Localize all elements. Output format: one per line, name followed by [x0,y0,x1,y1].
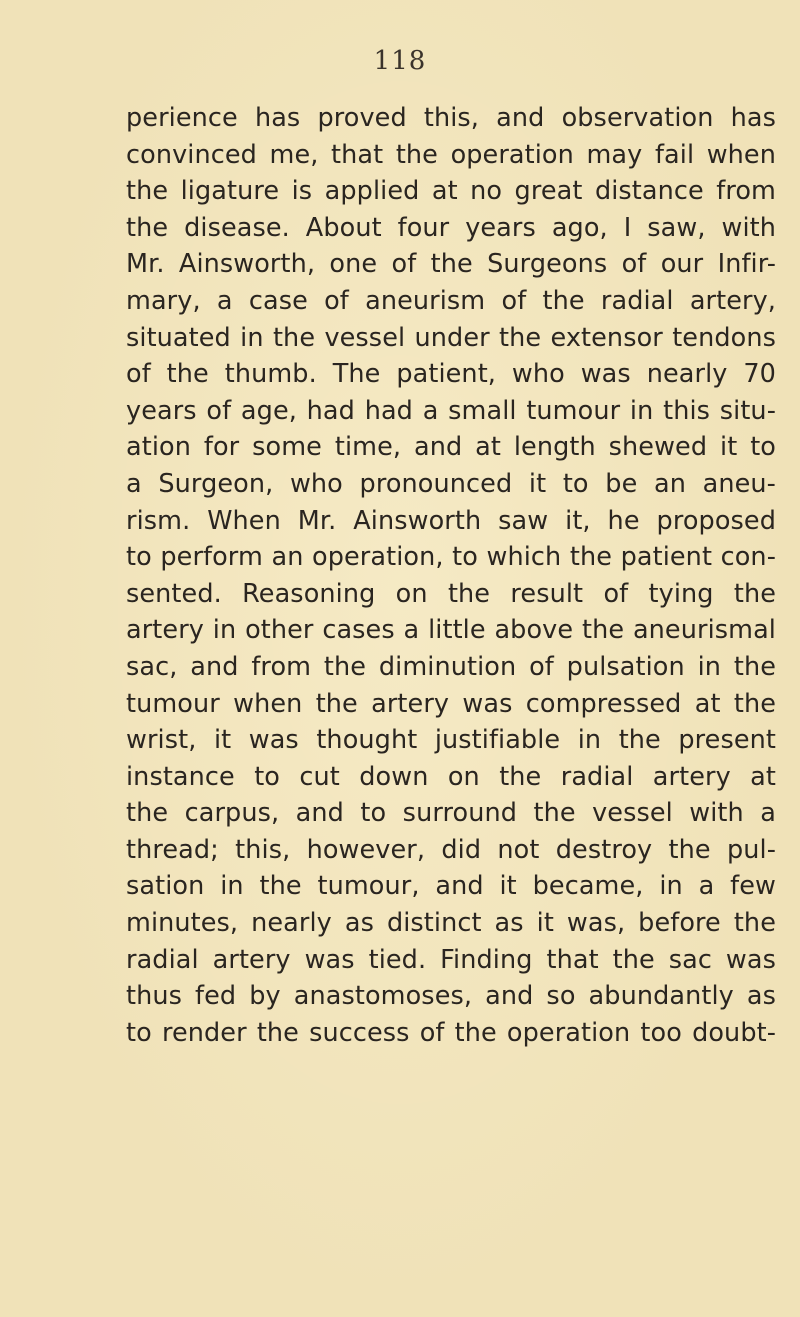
text-line: ation for some time, and at length shewed it to [126,432,776,463]
text-line: minutes, nearly as distinct as it was, before the [126,908,776,939]
text-line: thus fed by anastomoses, and so abundantly as [126,981,776,1012]
text-line: instance to cut down on the radial artery at [126,761,776,792]
text-line: radial artery was tied. Finding that the sac was [126,944,776,975]
text-line: the disease. About four years ago, I saw, with [126,212,776,243]
text-line: rism. When Mr. Ainsworth saw it, he proposed [126,505,776,536]
page-number: 118 [373,46,427,76]
text-line: tumour when the artery was compressed at the [126,688,776,719]
body-text [126,100,776,1051]
text-line: the ligature is applied at no great distance from [126,176,776,207]
text-line: sation in the tumour, and it became, in a few [126,871,776,902]
text-line: sented. Reasoning on the result of tying the [126,578,776,609]
text-line: sac, and from the diminution of pulsation in the [126,651,776,682]
text-line: to render the success of the operation too doubt- [126,1017,776,1048]
text-line: situated in the vessel under the extensor tendons [126,322,776,353]
text-line: perience has proved this, and observation has [126,103,776,133]
text-line: the carpus, and to surround the vessel with a [126,798,776,829]
text-line: of the thumb. The patient, who was nearly 70 [126,359,776,390]
text-line: to perform an operation, to which the patient con- [126,542,776,573]
text-line: artery in other cases a little above the aneurismal [126,615,776,646]
text-line: mary, a case of aneurism of the radial artery, [126,285,776,316]
text-line: convinced me, that the operation may fail when [126,139,776,170]
text-line: thread; this, however, did not destroy the pul- [126,834,776,865]
text-line: wrist, it was thought justifiable in the present [126,725,776,756]
text-line: a Surgeon, who pronounced it to be an aneu- [126,468,776,499]
text-line: Mr. Ainsworth, one of the Surgeons of our Infir- [126,249,776,280]
text-line: years of age, had had a small tumour in this situ- [126,395,776,426]
